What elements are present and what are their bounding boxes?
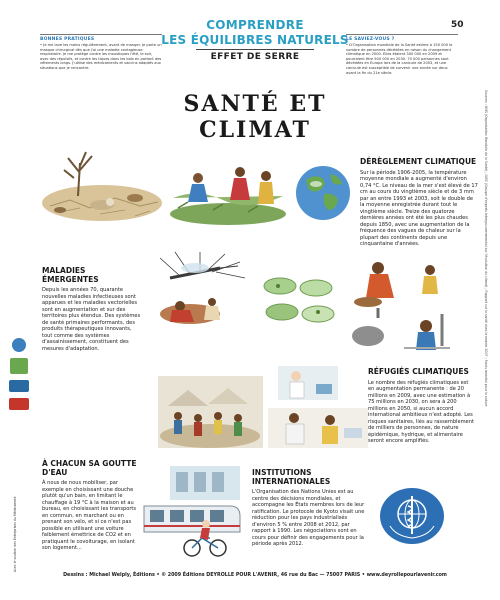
- section-chacun-text: À nous de nous mobiliser, par exemple en choisissant une douche plutôt qu'un bain, en limitant le chauffage à 19 °C à la maison et au bureau, en choisissant les transports en commun, en marchant ou en prenant son vélo, et si ce n'est pas possible en utilisant une voiture faiblement émettrice de CO2 et en pratiquant le covoiturage, en isolant son logement...: [42, 480, 137, 551]
- globe-illustration: [294, 164, 352, 222]
- did-you-know-box: [346, 34, 458, 75]
- section-institutions-title: INSTITUTIONS INTERNATIONALES: [252, 468, 331, 486]
- header-line2: LES ÉQUILIBRES NATURELS: [161, 33, 349, 47]
- section-institutions-text: L'Organisation des Nations Unies est au centre des décisions mondiales, et accompagne les États membres lors de leur ratification. Le protocole de Kyoto visait une réduction pour les pays industrialisés d'environ 5 % entre 2008 et 2012, par rapport à 1990. Les négociations sont en cours pour définir des engagements pour la période après 2012.: [252, 489, 365, 547]
- section-institutions: [252, 469, 370, 548]
- tip-box: [40, 34, 162, 71]
- page-number: 50: [451, 20, 464, 30]
- section-maladies: [42, 267, 142, 352]
- section-refugies-title: RÉFUGIÉS CLIMATIQUES: [368, 367, 469, 376]
- who-emblem-icon: [378, 486, 446, 546]
- section-dereglement: [360, 158, 478, 248]
- section-chacun: [42, 460, 137, 552]
- section-maladies-text: Depuis les années 70, quarante nouvelles maladies infectieuses sont apparues et les maladies vectorielles sont en augmentation et sur des territoires plus étendus. Des systèmes de santé primaires performants, des produits thérapeutiques innovants, tout comme des systèmes d'assainissement, constituent des mesures d'adaptation.: [42, 287, 141, 352]
- children-water-illustration: [338, 250, 456, 355]
- header-line1: COMPRENDRE: [206, 18, 304, 32]
- section-dereglement-title: DÉRÈGLEMENT CLIMATIQUE: [360, 157, 477, 166]
- footer-credits: Dessins : Michael Welply, Éditions • © 2009 Éditions DEYROLLE POUR L'AVENIR, 46 rue du Bac — 75007 PARIS • www.deyrollepourlavenir.com: [63, 573, 447, 578]
- did-you-know-title: LE SAVIEZ-VOUS ?: [346, 37, 395, 42]
- left-vertical-text: Avec le soutien des Entreprises du Médicament: [13, 496, 17, 572]
- mosquito-illustration: [150, 248, 250, 330]
- refugee-camp-illustration: [158, 376, 263, 448]
- section-refugies-text: Le nombre des réfugiés climatiques est en augmentation permanente : de 20 millions en 2009, avec une estimation à 75 millions en 2030, on sera à 200 millions en 2050, si aucun accord international ambitieux n'est adopté. Les risques sanitaires, liés au rassemblement de milliers de personnes, de nature épidémique, hydrique, et alimentaire seront encore amplifiés.: [368, 379, 474, 444]
- sponsor-logos: [6, 338, 36, 416]
- sponsor-logo-1: [12, 338, 26, 352]
- section-dereglement-text: Sur la période 1906-2005, la température moyenne mondiale a augmenté d'environ 0,74 °C. Le niveau de la mer s'est élevé de 17 cm au cours du vingtième siècle et de 3 mm par an entre 1993 et 2003, soit le double de la moyenne enregistrée durant tout le vingtième siècle. Treize des quatorze dernières années ont été les plus chaudes depuis 1850, avec une augmentation de la fréquence des vagues de chaleur sur la plupart des continents depuis une cinquantaine d'années.: [360, 169, 478, 247]
- lab-hospital-illustration: [268, 362, 368, 452]
- tip-title: BONNES PRATIQUES: [40, 37, 95, 42]
- lab-dishes-illustration: [260, 272, 338, 328]
- section-maladies-title: MALADIES ÉMERGENTES: [42, 266, 99, 284]
- field-workers-illustration: [168, 158, 288, 226]
- main-title: SANTÉ ET CLIMAT: [183, 91, 327, 143]
- header-divider: [196, 49, 314, 50]
- did-you-know-text: • D'Organisation mondiale de la Santé estime à 150 000 le nombre de personnes décédées en raison du changement climatique en 2000. Elles étaient 300 000 en 2009 et pourraient être 500 000 en 2030. 70 000 personnes sont décédées en Europe lors de la canicule de 2003, et une canicule est susceptible de survenir une année sur deux avant la fin du 21e siècle.: [346, 43, 453, 75]
- sponsor-logo-3: [9, 380, 29, 392]
- sponsor-logo-2: [10, 358, 28, 374]
- section-refugies: [368, 368, 476, 445]
- right-vertical-text: Sources : OMS (Organisation Mondiale de la Santé) ; GIEC (Groupe d'experts intergouvernemental sur l'évolution du climat) ; Rapport sur la santé dans le monde 2007 ; Fonds mondial pour la nature: [484, 90, 488, 407]
- tip-text: • Je me lave les mains régulièrement, avant de manger. Je porte un masque chirurgical dès que j'ai une maladie contagieuse respiratoire. Je me protège contre les moustiques l'été, le soir, avec des répulsifs, et contre les tiques dans les bois en portant des vêtements longs. J'utilise des médicaments et vaccins adaptés aux situations que je rencontre.: [40, 43, 162, 70]
- drought-illustration: [40, 148, 165, 223]
- tram-cyclist-illustration: [140, 462, 250, 558]
- section-chacun-title: À CHACUN SA GOUTTE D'EAU: [42, 459, 137, 477]
- sponsor-logo-4: [9, 398, 29, 410]
- header-line3: EFFET DE SERRE: [210, 52, 300, 62]
